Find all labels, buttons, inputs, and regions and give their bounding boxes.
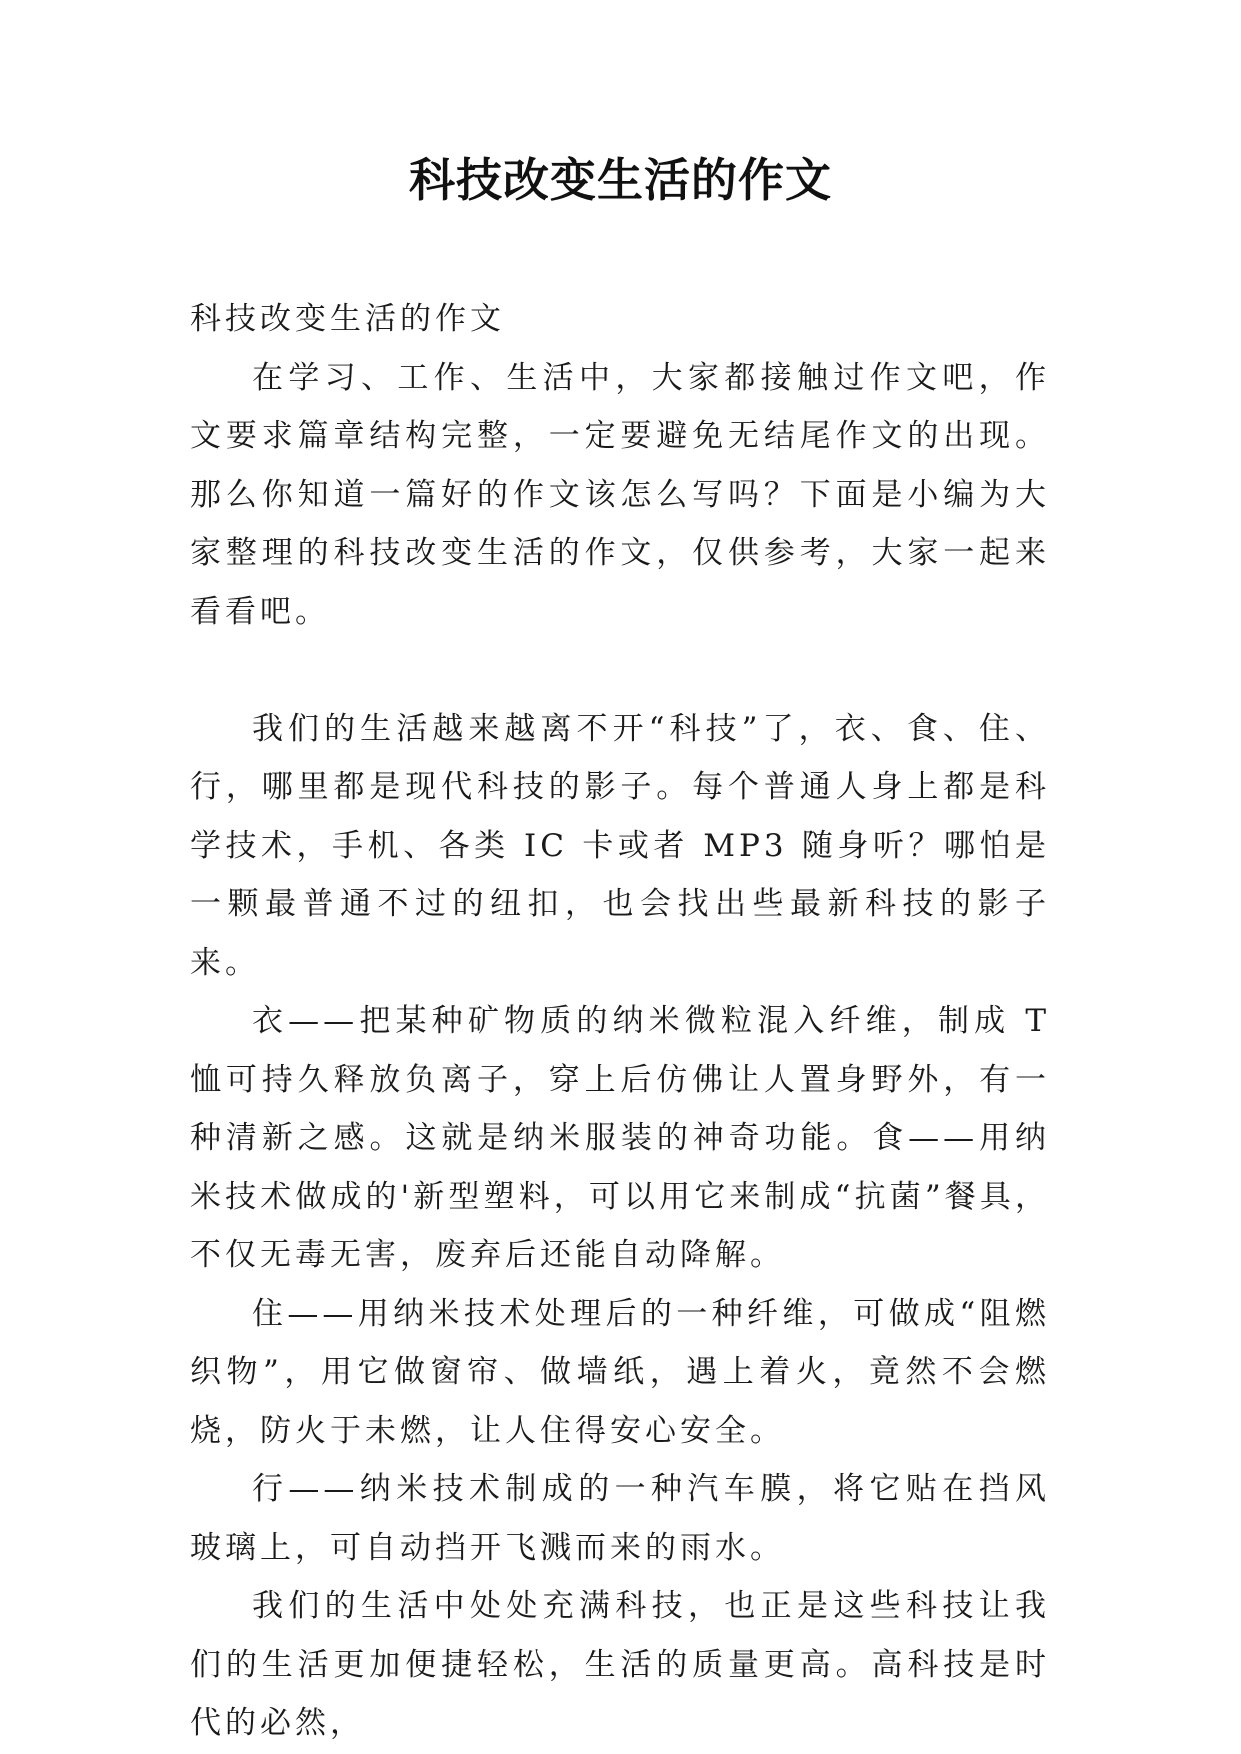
body-paragraph: 行——纳米技术制成的一种汽车膜，将它贴在挡风玻璃上，可自动挡开飞溅而来的雨水。 — [190, 1471, 1050, 1566]
body-paragraph: 衣——把某种矿物质的纳米微粒混入纤维，制成 T 恤可持久释放负离子，穿上后仿佛让人置身野外，有一种清新之感。这就是纳米服装的神奇功能。食——用纳米技术做成的'新型塑料，可以用它来制成“抗菌”餐具，不仅无毒无害，废弃后还能自动降解。 — [190, 1003, 1050, 1273]
document-body — [190, 290, 1050, 1753]
body-paragraph: 我们的生活越来越离不开“科技”了，衣、食、住、行，哪里都是现代科技的影子。每个普通人身上都是科学技术，手机、各类 IC 卡或者 MP3 随身听？哪怕是一颗最普通不过的纽扣，也会找出些最新科技的影子来。 — [190, 710, 1050, 981]
body-paragraph: 我们的生活中处处充满科技，也正是这些科技让我们的生活更加便捷轻松，生活的质量更高。高科技是时代的必然， — [190, 1588, 1050, 1741]
body-paragraph: 住——用纳米技术处理后的一种纤维，可做成“阻燃织物”，用它做窗帘、做墙纸，遇上着火，竟然不会燃烧，防火于未燃，让人住得安心安全。 — [190, 1295, 1050, 1449]
intro-paragraph: 在学习、工作、生活中，大家都接触过作文吧，作文要求篇章结构完整，一定要避免无结尾作文的出现。那么你知道一篇好的作文该怎么写吗？下面是小编为大家整理的科技改变生活的作文，仅供参考，大家一起来看看吧。 — [190, 359, 1050, 630]
document-title: 科技改变生活的作文 — [409, 153, 832, 207]
paragraph-gap — [190, 641, 1050, 700]
subheading: 科技改变生活的作文 — [190, 301, 505, 337]
